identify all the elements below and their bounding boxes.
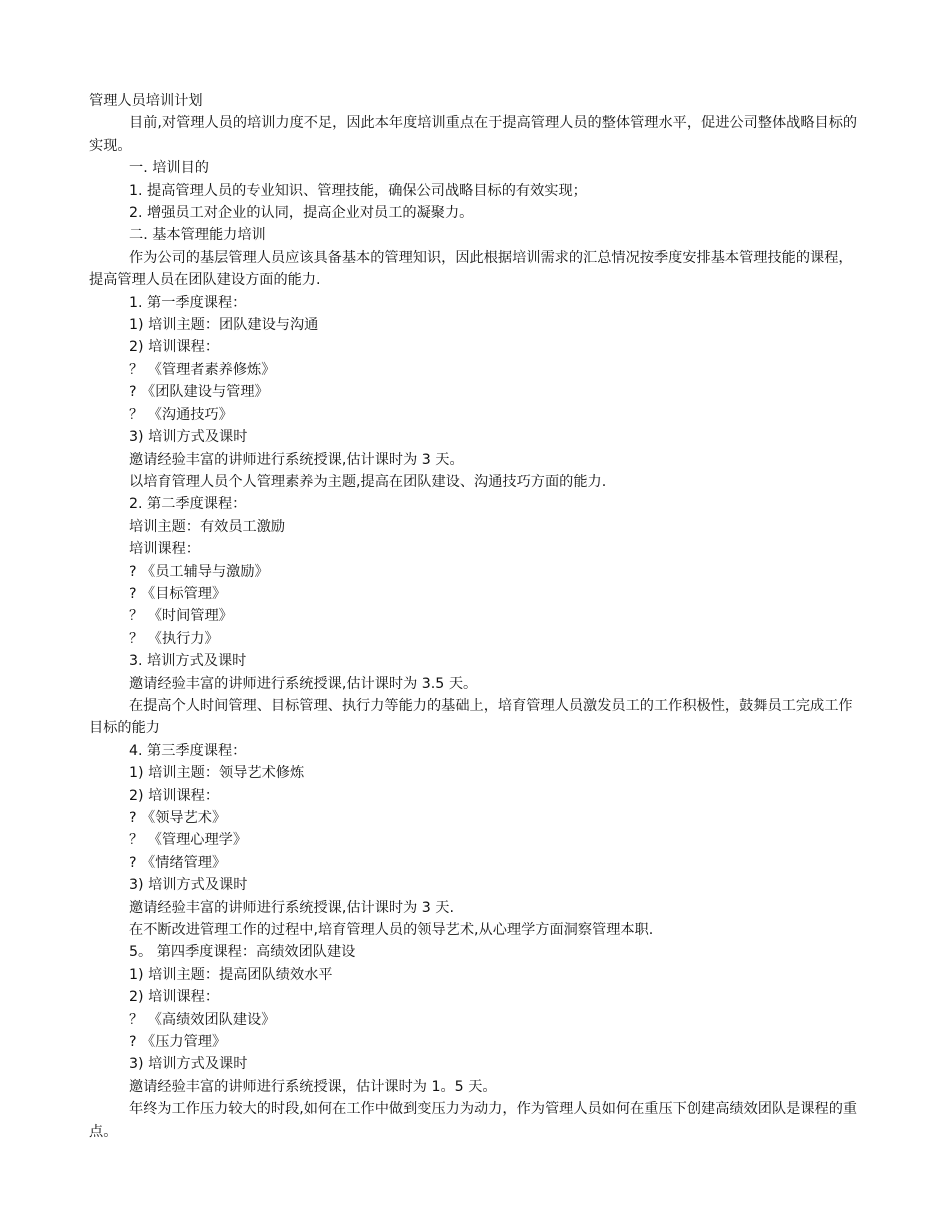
text-line: 1) 培训主题：提高团队绩效水平 bbox=[129, 966, 333, 983]
text-line: 以培育管理人员个人管理素养为主题,提高在团队建设、沟通技巧方面的能力. bbox=[129, 473, 607, 490]
paragraph: 在提高个人时间管理、目标管理、执行力等能力的基础上，培育管理人员激发员工的工作积极性，鼓舞员工完成工作目标的能力 bbox=[89, 697, 853, 737]
text-line: 3. 培训方式及课时 bbox=[129, 653, 247, 670]
text-line: 2. 第二季度课程： bbox=[129, 496, 247, 513]
text-line: 2) 培训课程： bbox=[129, 989, 220, 1006]
text-line: ？ 《执行力》 bbox=[129, 630, 219, 647]
text-line: 3) 培训方式及课时 bbox=[129, 877, 248, 894]
text-line: 5。 第四季度课程：高绩效团队建设 bbox=[129, 944, 356, 961]
text-line: ？ 《管理心理学》 bbox=[129, 832, 248, 849]
text-line: ? 《压力管理》 bbox=[129, 1034, 227, 1051]
text-line: 邀请经验丰富的讲师进行系统授课，估计课时为 1。5 天。 bbox=[129, 1078, 497, 1095]
text-line: ？ 《管理者素养修炼》 bbox=[129, 361, 276, 378]
text-line: 培训课程： bbox=[129, 541, 200, 558]
text-line: 邀请经验丰富的讲师进行系统授课,估计课时为 3 天。 bbox=[129, 451, 464, 468]
text-line: 一. 培训目的 bbox=[129, 160, 209, 177]
text-line: 1. 第一季度课程： bbox=[129, 294, 247, 311]
document-body bbox=[89, 90, 861, 1143]
document-blocks bbox=[89, 112, 861, 1143]
text-line: ? 《领导艺术》 bbox=[129, 810, 227, 826]
text-line: ? 《员工辅导与激励》 bbox=[129, 563, 269, 580]
text-line: ？ 《高绩效团队建设》 bbox=[129, 1011, 276, 1028]
text-line: 二. 基本管理能力培训 bbox=[129, 227, 266, 244]
text-line: 1. 提高管理人员的专业知识、管理技能，确保公司战略目标的有效实现； bbox=[129, 182, 587, 199]
text-line: 邀请经验丰富的讲师进行系统授课,估计课时为 3.5 天。 bbox=[129, 675, 478, 692]
text-line: ？ 《沟通技巧》 bbox=[129, 406, 233, 423]
text-line: 2) 培训课程： bbox=[129, 787, 220, 804]
text-line: 2) 培训课程： bbox=[129, 339, 220, 356]
text-line: 2. 增强员工对企业的认同，提高企业对员工的凝聚力。 bbox=[129, 205, 474, 222]
paragraph: 作为公司的基层管理人员应该具备基本的管理知识，因此根据培训需求的汇总情况按季度安排基本管理技能的课程，提高管理人员在团队建设方面的能力. bbox=[89, 249, 853, 289]
text-line: 3) 培训方式及课时 bbox=[129, 1056, 248, 1073]
text-line: 4. 第三季度课程： bbox=[129, 742, 247, 759]
text-line: ? 《情绪管理》 bbox=[129, 854, 227, 871]
text-line: 培训主题：有效员工激励 bbox=[129, 518, 286, 535]
document-title: 管理人员培训计划 bbox=[89, 93, 203, 109]
text-line: ? 《团队建设与管理》 bbox=[129, 384, 269, 401]
text-line: 1) 培训主题：团队建设与沟通 bbox=[129, 317, 319, 334]
text-line: 3) 培训方式及课时 bbox=[129, 429, 248, 446]
text-line: ? 《目标管理》 bbox=[129, 585, 227, 602]
text-line: ？ 《时间管理》 bbox=[129, 608, 233, 625]
text-line: 1) 培训主题：领导艺术修炼 bbox=[129, 765, 305, 782]
paragraph: 年终为工作压力较大的时段,如何在工作中做到变压力为动力，作为管理人员如何在重压下创建高绩效团队是课程的重点。 bbox=[89, 1101, 858, 1140]
text-line: 邀请经验丰富的讲师进行系统授课,估计课时为 3 天. bbox=[129, 899, 455, 916]
text-line: 在不断改进管理工作的过程中,培育管理人员的领导艺术,从心理学方面洞察管理本职. bbox=[129, 922, 654, 939]
paragraph: 目前,对管理人员的培训力度不足，因此本年度培训重点在于提高管理人员的整体管理水平，促进公司整体战略目标的实现。 bbox=[89, 115, 858, 154]
